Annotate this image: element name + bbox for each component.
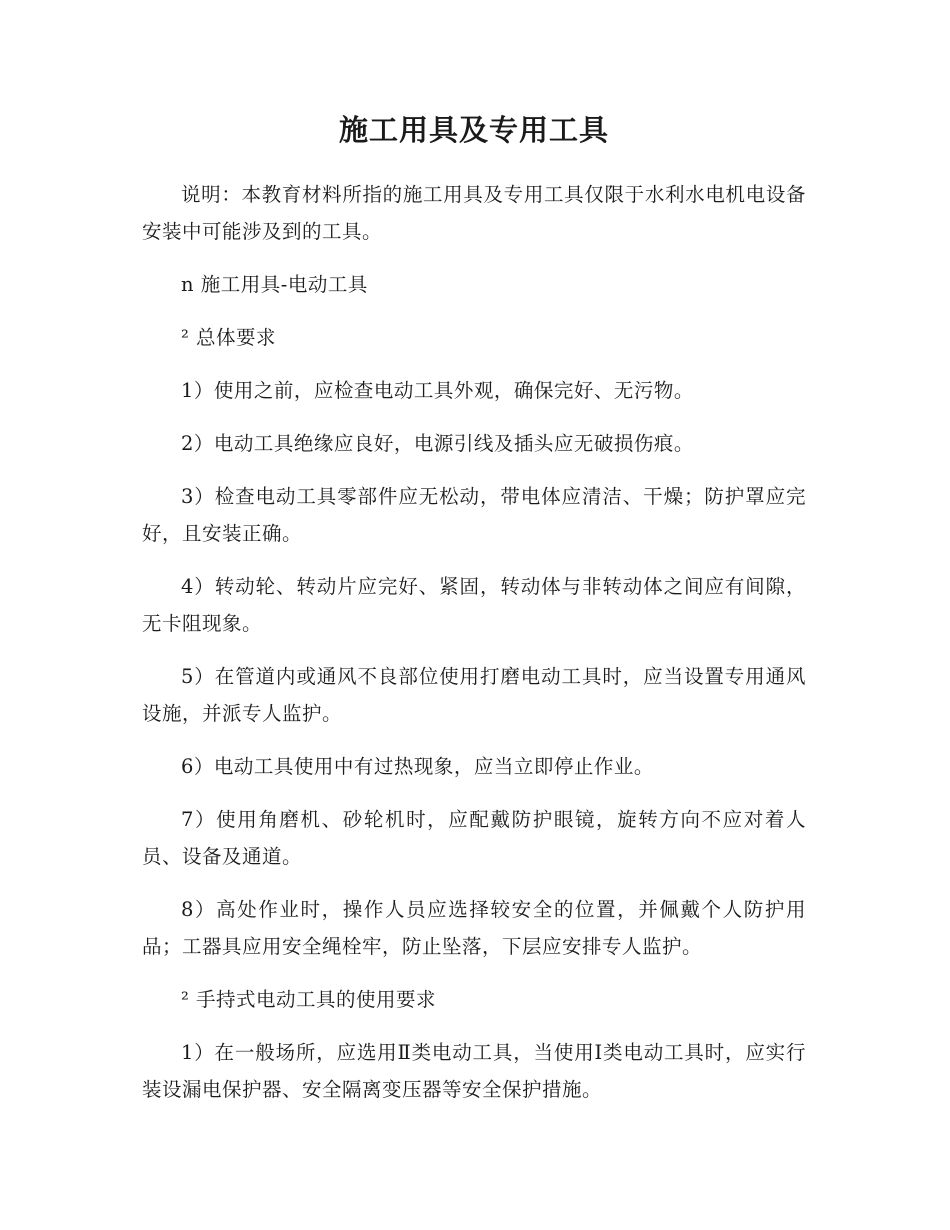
paragraph-intro: 说明：本教育材料所指的施工用具及专用工具仅限于水利水电机电设备安装中可能涉及到的工具。 xyxy=(142,183,806,243)
document-page xyxy=(142,110,806,1124)
list-item: 7）使用角磨机、砂轮机时，应配戴防护眼镜，旋转方向不应对着人员、设备及通道。 xyxy=(142,808,806,868)
subsection-heading-handheld: ² 手持式电动工具的使用要求 xyxy=(181,988,437,1011)
document-title: 施工用具及专用工具 xyxy=(338,113,609,147)
list-item: 6）电动工具使用中有过热现象，应当立即停止作业。 xyxy=(181,755,654,778)
list-item: 5）在管道内或通风不良部位使用打磨电动工具时，应当设置专用通风设施，并派专人监护。 xyxy=(142,665,806,725)
subsection-heading-general: ² 总体要求 xyxy=(181,326,277,349)
list-item: 4）转动轮、转动片应完好、紧固，转动体与非转动体之间应有间隙，无卡阻现象。 xyxy=(142,575,806,635)
list-item: 1）使用之前，应检查电动工具外观，确保完好、无污物。 xyxy=(181,379,694,402)
list-item: 8）高处作业时，操作人员应选择较安全的位置，并佩戴个人防护用品；工器具应用安全绳栓牢，防止坠落，下层应安排专人监护。 xyxy=(142,898,806,958)
section-heading-power-tools: n 施工用具-电动工具 xyxy=(181,273,368,296)
list-item: 2）电动工具绝缘应良好，电源引线及插头应无破损伤痕。 xyxy=(181,432,694,455)
list-item: 3）检查电动工具零部件应无松动，带电体应清洁、干燥；防护罩应完好，且安装正确。 xyxy=(142,485,806,545)
list-item: 1）在一般场所，应选用Ⅱ类电动工具，当使用Ⅰ类电动工具时，应实行装设漏电保护器、安全隔离变压器等安全保护措施。 xyxy=(142,1041,806,1101)
